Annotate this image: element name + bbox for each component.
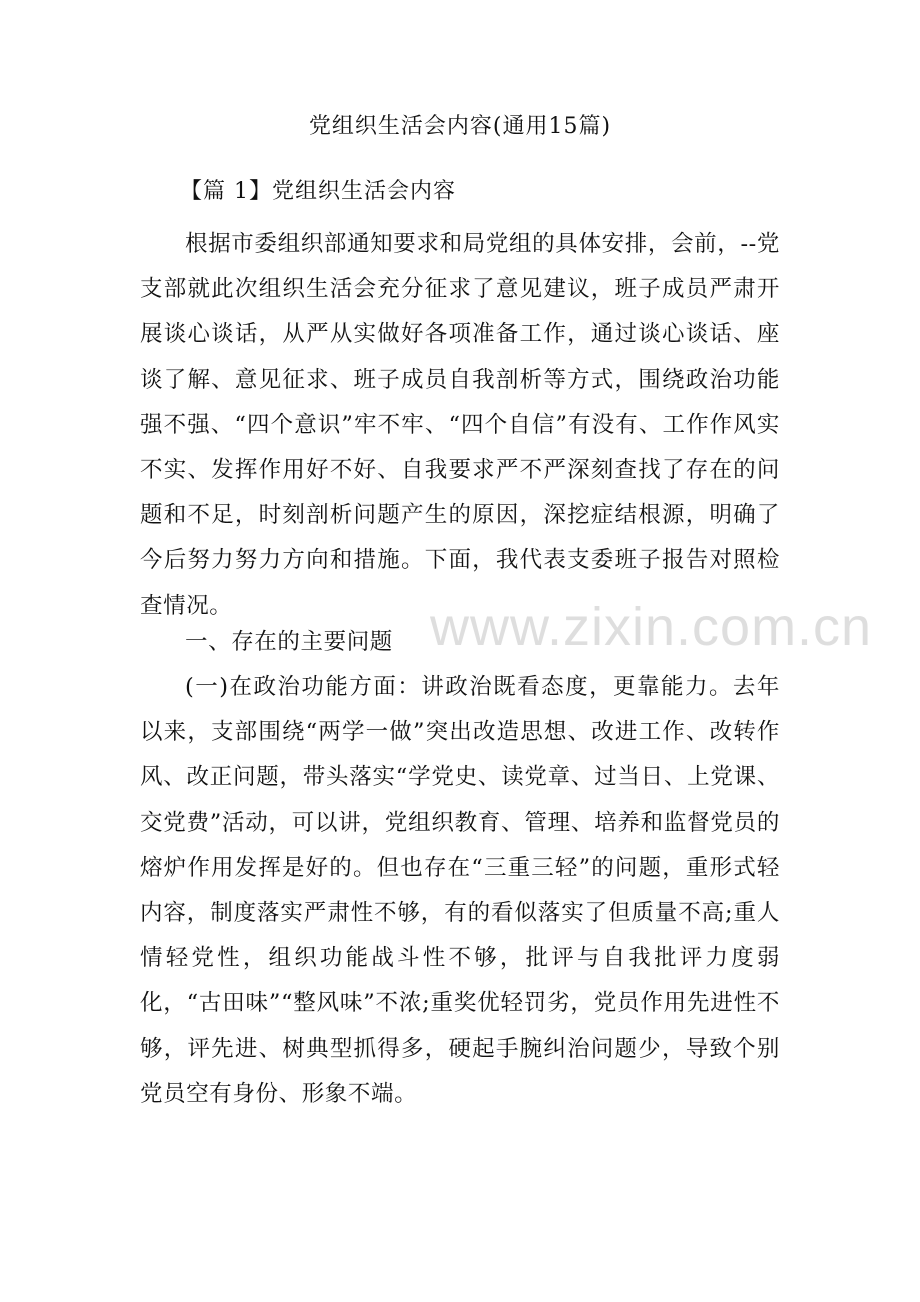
watermark-text: www.zixin.com.cn <box>430 597 873 657</box>
paragraph-intro: 根据市委组织部通知要求和局党组的具体安排，会前，--党支部就此次组织生活会充分征求了意见建议，班子成员严肃开展谈心谈话，从严从实做好各项准备工作，通过谈心谈话、座谈了解、意见征求、班子成员自我剖析等方式，围绕政治功能强不强、“四个意识”牢不牢、“四个自信”有没有、工作作风实不实、发挥作用好不好、自我要求严不严深刻查找了存在的问题和不足，时刻剖析问题产生的原因，深挖症结根源，明确了今后努力努力方向和措施。下面，我代表支委班子报告对照检查情况。 <box>140 231 780 619</box>
subheading-main-problems: 一、存在的主要问题 <box>185 629 393 655</box>
document-title: 党组织生活会内容(通用15篇) <box>308 114 612 139</box>
section-heading: 【篇 1】党组织生活会内容 <box>180 179 456 204</box>
paragraph-political-function: (一)在政治功能方面：讲政治既看态度，更靠能力。去年以来，支部围绕“两学一做”突出改造思想、改进工作、改转作风、改正问题，带头落实“学党史、读党章、过当日、上党课、交党费”活动，可以讲，党组织教育、管理、培养和监督党员的熔炉作用发挥是好的。但也存在“三重三轻”的问题，重形式轻内容，制度落实严肃性不够，有的看似落实了但质量不高;重人情轻党性，组织功能战斗性不够，批评与自我批评力度弱化，“古田味”“整风味”不浓;重奖优轻罚劣，党员作用先进性不够，评先进、树典型抓得多，硬起手腕纠治问题少，导致个别党员空有身份、形象不端。 <box>140 674 780 1107</box>
